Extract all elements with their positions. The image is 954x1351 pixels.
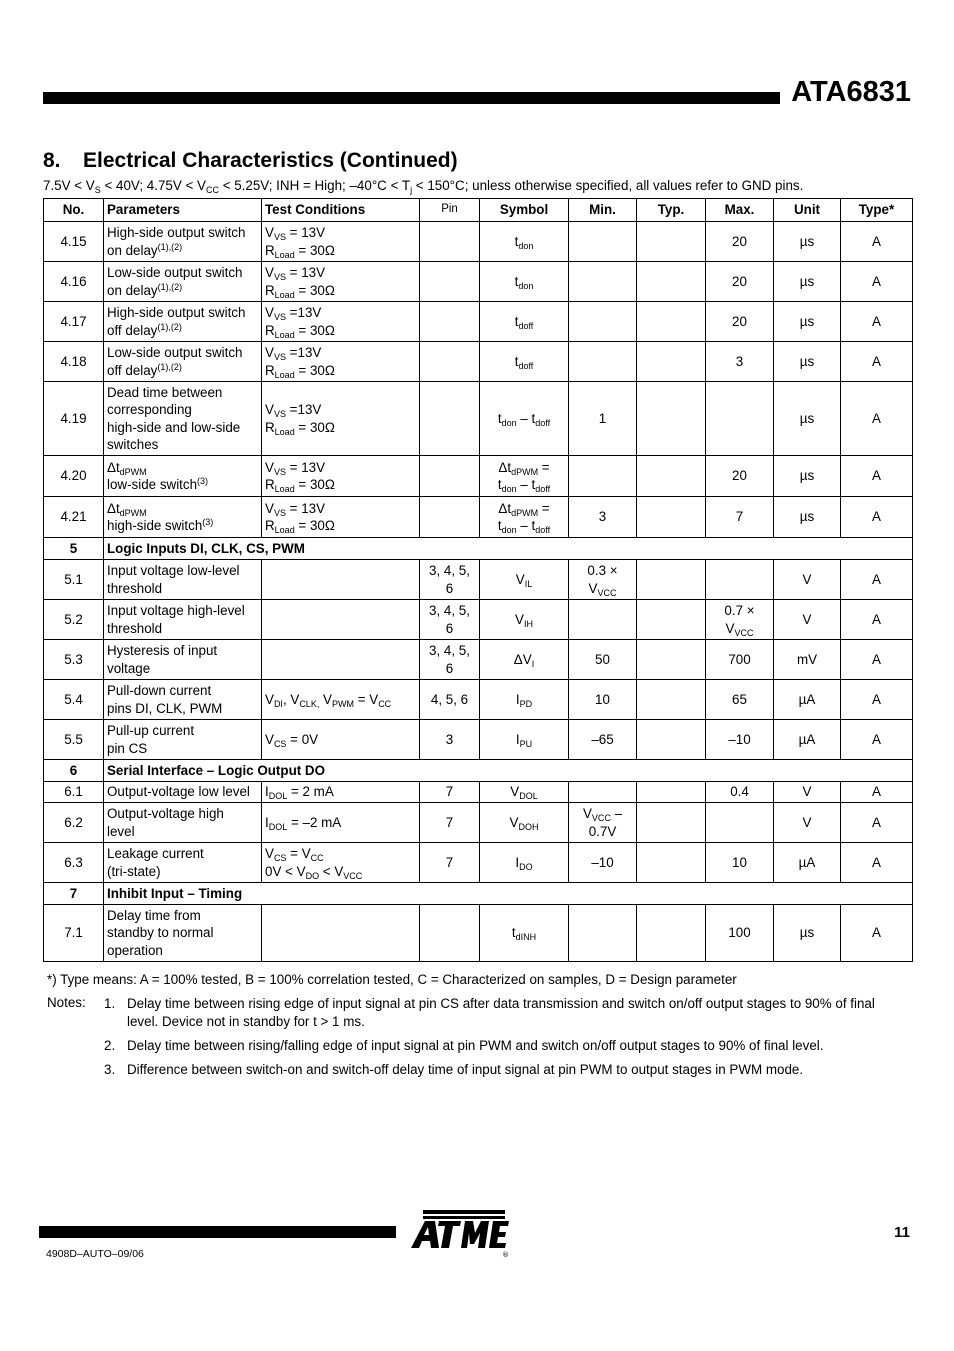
table-row: 4.19 Dead time between corresponding high-side and low-side switches $V_{VS} =13V$ $R_{Load} = 30\Omega$ $t_{don} - t_{doff}$ 1 µs A xyxy=(44,382,913,456)
section-row: 6 Serial Interface – Logic Output DO xyxy=(44,760,913,782)
table-row: 4.15 High-side output switch on delay$^{(1),(2)}$ $V_{VS} = 13V$ $R_{Load} = 30\Omega$ $t_{don}$ 20 µs A xyxy=(44,222,913,262)
footer-rule xyxy=(39,1226,396,1238)
document-reference: 4908D–AUTO–09/06 xyxy=(46,1248,144,1260)
type-footnote: *) Type means: A = 100% tested, B = 100% correlation tested, C = Characterized on samples, D = Design parameter xyxy=(47,972,737,987)
col-min: Min. xyxy=(569,199,637,222)
document-title: ATA6831 xyxy=(791,76,911,108)
atmel-logo xyxy=(409,1208,511,1258)
table-row: 5.5 Pull-up current pin CS $V_{CS} = 0V$ 3 $I_{PU}$ –65 –10 µA A xyxy=(44,720,913,760)
note-item: 3. Difference between switch-on and switch-off delay time of input signal at pin PWM to output stages in PWM mode. xyxy=(104,1062,804,1077)
col-test: Test Conditions xyxy=(262,199,420,222)
col-symbol: Symbol xyxy=(480,199,569,222)
col-max: Max. xyxy=(706,199,774,222)
table-row: 5.4 Pull-down current pins DI, CLK, PWM $V_{DI}$, $V_{CLK,}$ $V_{PWM} = V_{CC}$ 4, 5, 6 $I_{PD}$ 10 65 µA A xyxy=(44,680,913,720)
notes-label: Notes: xyxy=(47,995,86,1010)
notes xyxy=(47,995,907,1085)
table-row: 4.18 Low-side output switch off delay$^{(1),(2)}$ $V_{VS} =13V$ $R_{Load} = 30\Omega$ $t_{doff}$ 3 µs A xyxy=(44,342,913,382)
table-row: 6.3 Leakage current (tri-state) $V_{CS} = V_{CC}$ $0V < V_{DO} < V_{VCC}$ 7 $I_{DO}$ –10 10 µA A xyxy=(44,843,913,883)
section-number: 8. xyxy=(43,149,61,172)
note-item: 2. Delay time between rising/falling edge of input signal at pin PWM and switch on/off output stages to 90% of final level. xyxy=(104,1038,824,1053)
col-unit: Unit xyxy=(774,199,841,222)
table-row: 4.16 Low-side output switch on delay$^{(1),(2)}$ $V_{VS} = 13V$ $R_{Load} = 30\Omega$ $t_{don}$ 20 µs A xyxy=(44,262,913,302)
table-row: 5.1 Input voltage low-level threshold 3, 4, 5, 6 $V_{IL}$ 0.3 × $V_{VCC}$ V A xyxy=(44,560,913,600)
table-row: 5.2 Input voltage high-level threshold 3, 4, 5, 6 $V_{IH}$ 0.7 × $V_{VCC}$ V A xyxy=(44,600,913,640)
section-heading: Electrical Characteristics (Continued) xyxy=(83,149,458,172)
col-pin: Pin xyxy=(420,199,480,222)
col-no: No. xyxy=(44,199,104,222)
table-row: 4.20 $\Delta t_{dPWM}$ low-side switch$^{(3)}$ $V_{VS} = 13V$ $R_{Load} = 30\Omega$ $\Delta t_{dPWM}$ = $t_{don} - t_{doff}$ 20 µs A xyxy=(44,456,913,497)
table-row: 6.2 Output-voltage high level $I_{DOL} = -2$ mA 7 $V_{DOH}$ $V_{VCC}$ – 0.7V V A xyxy=(44,803,913,843)
col-params: Parameters xyxy=(104,199,262,222)
table-row: 5.3 Hysteresis of input voltage 3, 4, 5, 6 $\Delta V_I$ 50 700 mV A xyxy=(44,640,913,680)
note-item: 1. Delay time between rising edge of input signal at pin CS after data transmission and switch on/off output stages to 90% of final level. Device not in standby for t > 1 ms. xyxy=(104,996,875,1029)
table-row: 4.21 $\Delta t_{dPWM}$ high-side switch$^{(3)}$ $V_{VS} = 13V$ $R_{Load} = 30\Omega$ $\Delta t_{dPWM}$ = $t_{don} - t_{doff}$ 3 7 µs A xyxy=(44,497,913,538)
characteristics-table xyxy=(43,198,913,962)
page-number: 11 xyxy=(894,1224,910,1241)
section-title xyxy=(43,149,458,173)
conditions-line: $7.5V < V_S < 40V$; $4.75V < V_{CC} < 5.25V$; INH = High; $-40^\circ C < T_j < 150^\circ C$; unless otherwise specified, all values refer to GND pins. xyxy=(43,178,804,195)
registered-mark: ® xyxy=(502,1251,509,1258)
table-row: 4.17 High-side output switch off delay$^{(1),(2)}$ $V_{VS} =13V$ $R_{Load} = 30\Omega$ $t_{doff}$ 20 µs A xyxy=(44,302,913,342)
table-row: 7.1 Delay time from standby to normal operation $t_{dINH}$ 100 µs A xyxy=(44,905,913,962)
table-header-row xyxy=(44,199,913,222)
table-row: 6.1 Output-voltage low level $I_{DOL} = 2$ mA 7 $V_{DOL}$ 0.4 V A xyxy=(44,782,913,803)
header-rule xyxy=(43,92,780,104)
col-typ: Typ. xyxy=(637,199,706,222)
section-row: 5 Logic Inputs DI, CLK, CS, PWM xyxy=(44,538,913,560)
col-type: Type* xyxy=(841,199,913,222)
section-row: 7 Inhibit Input – Timing xyxy=(44,883,913,905)
